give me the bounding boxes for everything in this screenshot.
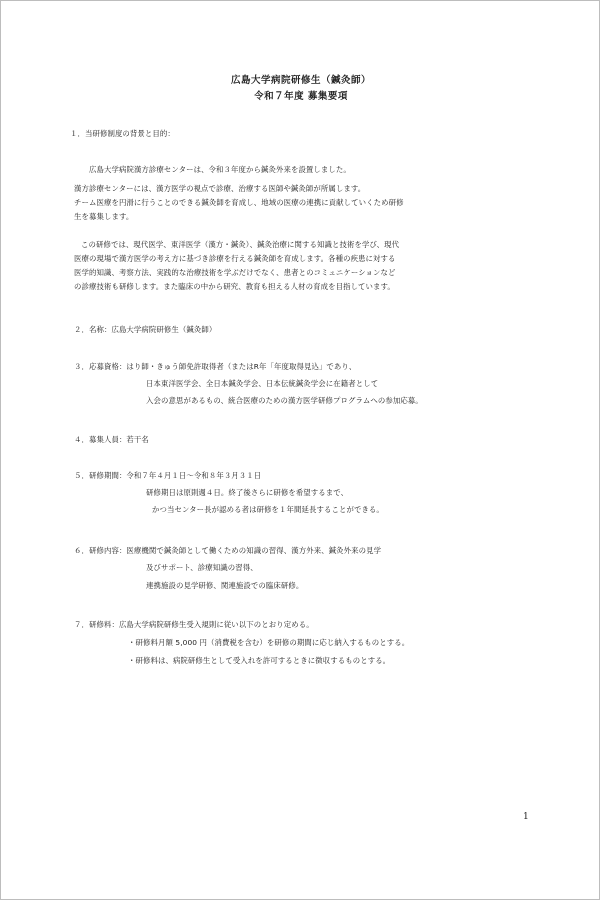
section-eligibility-line: 日本東洋医学会、全日本鍼灸学会、日本伝統鍼灸学会に在籍者として — [146, 379, 379, 388]
paragraph-line: この研修では、現代医学、東洋医学（漢方・鍼灸）、鍼灸治療に関する知識と技術を学び、現代 — [81, 240, 400, 249]
paragraph-line: 漢方診療センターには、漢方医学の視点で診療、治療する医師や鍼灸師が所属します。 — [74, 184, 366, 193]
section-heading-background: １．当研修制度の背景と目的： — [70, 129, 175, 138]
section-content-line: 及びサポート、診療知識の習得、 — [146, 563, 258, 572]
section-capacity: ４．募集人員：若干名 — [74, 435, 149, 444]
paragraph-line: 医学的知識、考察方法、実践的な治療技術を学ぶだけでなく、患者とのコミュニケーションなど — [74, 268, 396, 277]
section-eligibility-line: 入会の意思があるもの、統合医療のための漢方医学研修プログラムへの参加応募。 — [146, 396, 423, 405]
section-period-line: 研修期日は原則週４日。終了後さらに研修を希望するまで、 — [146, 488, 349, 497]
document-subtitle: 令和７年度 募集要項 — [254, 91, 348, 102]
section-name: ２．名称：広島大学病院研修生（鍼灸師） — [74, 325, 217, 334]
page-number: 1 — [523, 812, 529, 822]
paragraph-line: の診療技術も研修します。また臨床の中から研究、教育も担える人材の育成を目指しています。 — [74, 282, 395, 291]
section-period-line: かつ当センター長が認める者は研修を１年間延長することができる。 — [152, 505, 384, 514]
paragraph-line: 広島大学病院漢方診療センターは、令和３年度から鍼灸外来を設置しました。 — [89, 165, 351, 174]
section-content-line: 連携施設の見学研修、関連施設での臨床研修。 — [146, 581, 304, 590]
section-fee: ７．研修料：広島大学病院研修生受入規則に従い以下のとおり定める。 — [74, 620, 314, 629]
section-period: ５．研修期間：令和７年４月１日～令和８年３月３１日 — [74, 471, 262, 480]
section-fee-line: ・研修料月額 5,000 円（消費税を含む）を研修の期間に応じ納入するものとする。 — [128, 638, 410, 647]
section-content: ６．研修内容：医療機関で鍼灸師として働くための知識の習得、漢方外来、鍼灸外来の見学 — [74, 546, 382, 555]
paragraph-line: 生を募集します。 — [74, 212, 134, 221]
paragraph-line: チーム医療を円滑に行うことのできる鍼灸師を育成し、地域の医療の連携に貢献していくため研修 — [74, 198, 404, 207]
section-fee-line: ・研修料は、病院研修生として受入れを許可するときに徴収するものとする。 — [128, 656, 391, 665]
section-eligibility: ３．応募資格：はり師・きゅう師免許取得者（またはR年「年度取得見込」であり、 — [74, 362, 357, 371]
paragraph-line: 医療の現場で漢方医学の考え方に基づき診療を行える鍼灸師を育成します。各種の疾患に対する — [74, 254, 396, 263]
document-title: 広島大学病院研修生（鍼灸師） — [230, 75, 371, 86]
